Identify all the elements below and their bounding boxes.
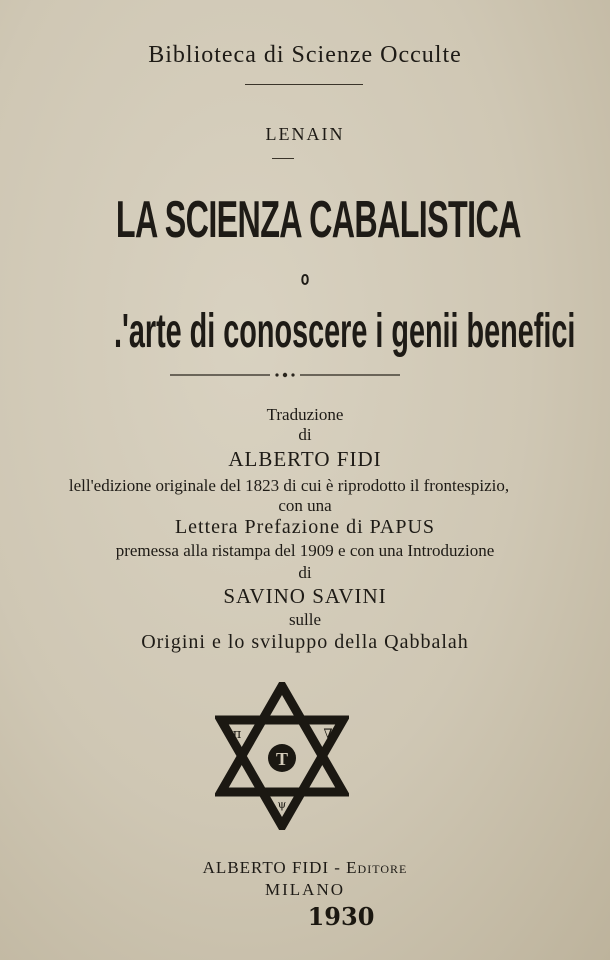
city: MILANO [265, 880, 345, 899]
on-label: sulle [288, 610, 322, 629]
intro-author: SAVINO SAVINI [223, 584, 387, 608]
translator-name: ALBERTO FIDI [228, 447, 382, 471]
handwritten-year: 1930 [307, 902, 375, 931]
publisher: ALBERTO FIDI - Editore [202, 858, 408, 877]
intro-subject: Origini e lo sviluppo della Qabbalah [141, 631, 469, 653]
emblem-bottom-mark: ψ [277, 798, 287, 811]
title-conjunction: o [300, 268, 310, 290]
ornamental-rule [170, 368, 400, 382]
author-name: LENAIN [265, 124, 345, 144]
with-one-label: con una [278, 496, 332, 515]
edition-note: lell'edizione originale del 1823 di cui è riprodotto il frontespizio, [68, 476, 510, 495]
emblem-top-mark: A [278, 704, 286, 715]
preface-line [0, 516, 610, 539]
emblem-right-mark: ∇ [323, 727, 333, 742]
translation-label: Traduzione [266, 405, 344, 424]
book-title: LA SCIENZA CABALISTICA [115, 191, 521, 249]
hexagram-emblem [215, 682, 349, 830]
author-rule [272, 158, 294, 159]
emblem-left-mark: π [232, 727, 242, 742]
of-label: di [298, 425, 312, 444]
emblem-center-letter: T [275, 749, 289, 769]
preface-author: PAPUS [369, 516, 436, 538]
series-rule [245, 84, 363, 85]
preface-label: Lettera Prefazione di [174, 516, 364, 538]
series-title: Biblioteca di Scienze Occulte [148, 42, 462, 68]
of-label-2: di [298, 563, 312, 582]
reprint-note: premessa alla ristampa del 1909 e con una Introduzione [115, 541, 495, 560]
book-subtitle: .'arte di conoscere i genii benefici [114, 305, 576, 358]
